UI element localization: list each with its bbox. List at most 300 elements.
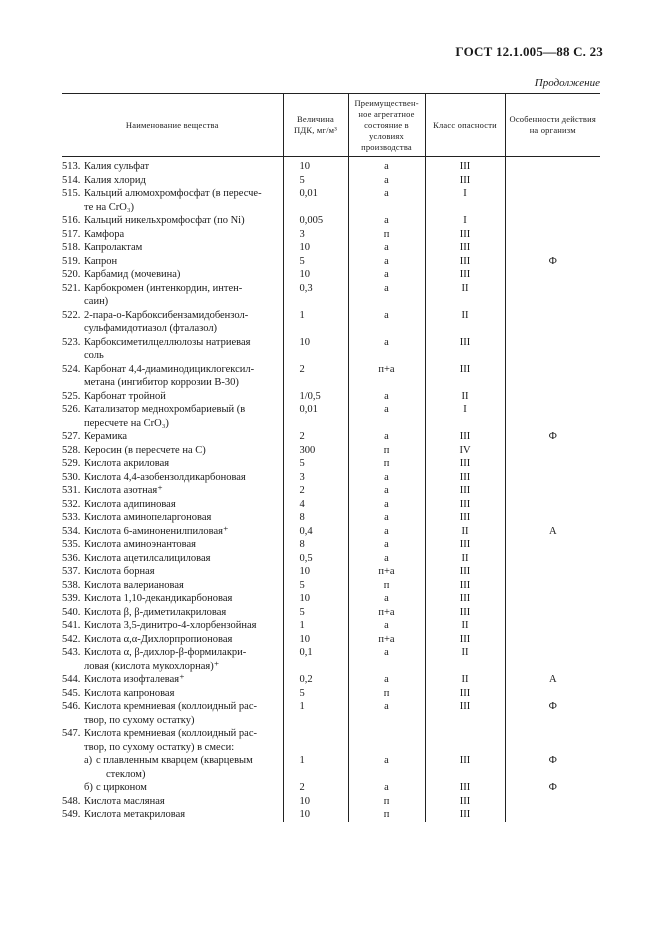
substance-name-line: Камфора — [84, 228, 125, 240]
pdk-value: 1/0,5 — [283, 390, 348, 404]
aggregate-state: а — [348, 552, 425, 566]
substance-name — [62, 403, 283, 430]
continuation-label: Продолжение — [534, 77, 600, 89]
substance-name-line: Кислота азотная⁺ — [84, 485, 163, 496]
substance-number: 535. — [62, 539, 81, 550]
substance-name — [62, 484, 283, 498]
table-row — [62, 390, 600, 404]
aggregate-state: п — [348, 228, 425, 242]
substance-number: 542. — [62, 633, 81, 645]
substance-name — [62, 700, 283, 727]
hazard-class: II — [425, 673, 505, 687]
substance-name-line: Кислота изофталевая⁺ — [84, 674, 185, 685]
action-feature — [505, 511, 600, 525]
substance-name — [62, 579, 283, 593]
pdk-value — [283, 727, 348, 754]
substance-name — [62, 471, 283, 485]
substance-name-line: Карбамид (мочевина) — [84, 269, 181, 280]
substance-name-line: Кислота аминопеларгоновая — [84, 512, 212, 523]
substance-number: 533. — [62, 512, 81, 523]
substance-name-line: Кислота 4,4-азобензолдикарбоновая — [84, 471, 246, 483]
action-feature — [505, 565, 600, 579]
table-row — [62, 228, 600, 242]
substance-number: 541. — [62, 620, 81, 631]
substance-name-line: Карбонат тройной — [84, 390, 166, 402]
aggregate-state: а — [348, 268, 425, 282]
substance-name — [62, 363, 283, 390]
substance-name — [62, 268, 283, 282]
action-feature — [505, 403, 600, 430]
substance-name-line: твор, по сухому остатку) — [84, 714, 195, 726]
substance-number: 525. — [62, 390, 81, 402]
action-feature — [505, 457, 600, 471]
column-header-pdk: Величина ПДК, мг/м³ — [283, 94, 348, 157]
hazard-class: III — [425, 228, 505, 242]
substance-name-line: ловая (кислота мукохлорная)⁺ — [84, 660, 220, 672]
action-feature: Ф — [505, 430, 600, 444]
pdk-value: 5 — [283, 457, 348, 471]
table-row — [62, 795, 600, 809]
action-feature — [505, 214, 600, 228]
substance-name — [62, 255, 283, 269]
action-feature: Ф — [505, 781, 600, 795]
substance-name — [62, 511, 283, 525]
substance-number: 514. — [62, 174, 81, 186]
substance-name — [62, 228, 283, 242]
substance-name-line: Калия сульфат — [84, 161, 150, 172]
page-title: ГОСТ 12.1.005—88 С. 23 — [455, 44, 603, 59]
table-row — [62, 471, 600, 485]
substance-number: а) — [84, 755, 93, 766]
action-feature — [505, 606, 600, 620]
table-row — [62, 363, 600, 390]
hazard-class: IV — [425, 444, 505, 458]
pdk-value: 0,01 — [283, 187, 348, 214]
substance-name-line: 2-пара-о-Карбоксибензамидобензол- — [84, 309, 249, 321]
substance-name — [62, 444, 283, 458]
substance-name — [62, 309, 283, 336]
aggregate-state: а — [348, 241, 425, 255]
table-row — [62, 498, 600, 512]
substance-name — [62, 241, 283, 255]
substance-name-line: Кислота капроновая — [84, 687, 175, 699]
substance-name-line: Калия хлорид — [84, 174, 146, 186]
substance-name-line: с цирконом — [96, 782, 147, 793]
substances-table — [62, 93, 600, 822]
pdk-value: 5 — [283, 606, 348, 620]
aggregate-state: а — [348, 673, 425, 687]
substance-number: 517. — [62, 228, 81, 240]
substance-name-line: Кислота 6-аминоненилпиловая⁺ — [84, 525, 229, 537]
hazard-class — [425, 727, 505, 754]
hazard-class: III — [425, 157, 505, 174]
column-header-state: Преимущественное агрегатное состояние в условиях производства — [348, 94, 425, 157]
action-feature — [505, 687, 600, 701]
substance-name-line: Капролактам — [84, 242, 143, 253]
table-row — [62, 309, 600, 336]
aggregate-state: а — [348, 471, 425, 485]
action-feature — [505, 174, 600, 188]
substance-name-line: Карбокромен (интенкордин, интен- — [84, 282, 243, 294]
hazard-class: III — [425, 511, 505, 525]
aggregate-state: п+а — [348, 606, 425, 620]
substance-name — [62, 565, 283, 579]
pdk-value: 0,2 — [283, 673, 348, 687]
aggregate-state: а — [348, 646, 425, 673]
action-feature — [505, 552, 600, 566]
substance-number: 523. — [62, 336, 81, 348]
action-feature — [505, 444, 600, 458]
pdk-value: 0,5 — [283, 552, 348, 566]
substance-number: 536. — [62, 552, 81, 564]
hazard-class: III — [425, 565, 505, 579]
action-feature — [505, 241, 600, 255]
hazard-class: III — [425, 174, 505, 188]
substance-number: 543. — [62, 647, 81, 658]
pdk-value: 10 — [283, 241, 348, 255]
hazard-class: III — [425, 795, 505, 809]
aggregate-state: п — [348, 808, 425, 822]
substance-name-line: Кислота борная — [84, 566, 155, 577]
pdk-value: 0,005 — [283, 214, 348, 228]
substance-name — [62, 282, 283, 309]
pdk-value: 3 — [283, 228, 348, 242]
column-header-hazard-class: Класс опасности — [425, 94, 505, 157]
substance-name-line: Кальций алюмохромфосфат (в пересче- — [84, 188, 262, 199]
aggregate-state: п — [348, 579, 425, 593]
pdk-value: 2 — [283, 484, 348, 498]
substance-name — [62, 592, 283, 606]
substance-name — [62, 552, 283, 566]
aggregate-state: п+а — [348, 565, 425, 579]
hazard-class: II — [425, 525, 505, 539]
action-feature — [505, 187, 600, 214]
pdk-value: 2 — [283, 430, 348, 444]
substance-number: 534. — [62, 525, 81, 537]
table-body — [62, 157, 600, 822]
table-row — [62, 606, 600, 620]
aggregate-state: а — [348, 390, 425, 404]
substance-name — [62, 781, 283, 795]
action-feature — [505, 646, 600, 673]
substance-number: 548. — [62, 795, 81, 807]
substance-name-line: Кислота кремниевая (коллоидный рас- — [84, 728, 257, 739]
substance-number: 539. — [62, 593, 81, 604]
action-feature — [505, 795, 600, 809]
aggregate-state: а — [348, 174, 425, 188]
substance-name-line: с плавленным кварцем (кварцевым — [96, 755, 253, 766]
action-feature — [505, 808, 600, 822]
substance-number: 530. — [62, 471, 81, 483]
table-row — [62, 727, 600, 754]
hazard-class: III — [425, 579, 505, 593]
action-feature — [505, 484, 600, 498]
table-row — [62, 646, 600, 673]
substance-name-line: Кальций никельхромфосфат (по Ni) — [84, 215, 245, 226]
hazard-class: III — [425, 498, 505, 512]
substance-name-line: Керамика — [84, 431, 128, 442]
table-row — [62, 619, 600, 633]
action-feature — [505, 727, 600, 754]
aggregate-state: п — [348, 457, 425, 471]
substance-name — [62, 687, 283, 701]
substance-name — [62, 214, 283, 228]
substance-number: 547. — [62, 728, 81, 739]
table-row — [62, 592, 600, 606]
hazard-class: III — [425, 255, 505, 269]
substance-number: 519. — [62, 255, 81, 267]
substance-name — [62, 808, 283, 822]
substance-name — [62, 174, 283, 188]
pdk-value: 10 — [283, 565, 348, 579]
column-header-name: Наименование вещества — [62, 94, 283, 157]
substance-name — [62, 457, 283, 471]
aggregate-state: а — [348, 525, 425, 539]
hazard-class: III — [425, 606, 505, 620]
substance-name-line: Кислота α, β-дихлор-β-формилакри- — [84, 647, 247, 658]
hazard-class: III — [425, 336, 505, 363]
substance-name — [62, 673, 283, 687]
action-feature — [505, 228, 600, 242]
substance-name — [62, 538, 283, 552]
substance-number: 537. — [62, 566, 81, 577]
table-row — [62, 565, 600, 579]
hazard-class: II — [425, 552, 505, 566]
table-row — [62, 579, 600, 593]
table-row — [62, 282, 600, 309]
table-row — [62, 336, 600, 363]
pdk-value: 5 — [283, 174, 348, 188]
action-feature: Ф — [505, 700, 600, 727]
column-header-feature: Особенности действия на организм — [505, 94, 600, 157]
aggregate-state: а — [348, 403, 425, 430]
substance-number: 538. — [62, 579, 81, 591]
substance-number: 524. — [62, 363, 81, 375]
substance-number: 522. — [62, 309, 81, 321]
table-row — [62, 430, 600, 444]
pdk-value: 10 — [283, 633, 348, 647]
substance-name-line: пересчете на CrO₃) — [84, 417, 169, 429]
pdk-value: 2 — [283, 781, 348, 795]
substance-name — [62, 157, 283, 174]
hazard-class: II — [425, 646, 505, 673]
table-row — [62, 457, 600, 471]
substance-number: 513. — [62, 161, 81, 172]
action-feature — [505, 390, 600, 404]
substance-name-line: Кислота масляная — [84, 795, 165, 807]
hazard-class: I — [425, 187, 505, 214]
pdk-value: 0,4 — [283, 525, 348, 539]
substance-name — [62, 336, 283, 363]
hazard-class: III — [425, 687, 505, 701]
pdk-value: 5 — [283, 687, 348, 701]
substance-name — [62, 606, 283, 620]
pdk-value: 300 — [283, 444, 348, 458]
hazard-class: II — [425, 309, 505, 336]
action-feature — [505, 619, 600, 633]
table-row — [62, 781, 600, 795]
table-row — [62, 484, 600, 498]
substance-number: 545. — [62, 687, 81, 699]
action-feature: А — [505, 525, 600, 539]
pdk-value: 10 — [283, 592, 348, 606]
aggregate-state: а — [348, 157, 425, 174]
action-feature — [505, 282, 600, 309]
action-feature — [505, 579, 600, 593]
substance-name-line: Кислота валериановая — [84, 579, 184, 591]
substance-name-line: Карбоксиметилцеллюлозы натриевая — [84, 336, 251, 348]
table-row — [62, 700, 600, 727]
substance-number: б) — [84, 782, 93, 793]
hazard-class: III — [425, 781, 505, 795]
hazard-class: III — [425, 538, 505, 552]
table-row — [62, 214, 600, 228]
action-feature — [505, 471, 600, 485]
aggregate-state: а — [348, 781, 425, 795]
substance-name-line: Кислота α,α-Дихлорпропионовая — [84, 633, 233, 645]
table-row — [62, 511, 600, 525]
hazard-class: II — [425, 619, 505, 633]
substance-number: 527. — [62, 431, 81, 442]
action-feature — [505, 633, 600, 647]
aggregate-state: п — [348, 444, 425, 458]
substance-name-line: метана (ингибитор коррозии В-30) — [84, 377, 239, 388]
hazard-class: I — [425, 403, 505, 430]
substance-number: 549. — [62, 809, 81, 820]
hazard-class: III — [425, 700, 505, 727]
aggregate-state: а — [348, 187, 425, 214]
substance-number: 546. — [62, 701, 81, 712]
substance-name — [62, 754, 283, 781]
substance-name-line: Кислота 3,5-динитро-4-хлорбензойная — [84, 620, 257, 631]
table-row — [62, 187, 600, 214]
pdk-value: 1 — [283, 754, 348, 781]
table-row — [62, 174, 600, 188]
action-feature — [505, 592, 600, 606]
table-row — [62, 538, 600, 552]
hazard-class: III — [425, 754, 505, 781]
aggregate-state: а — [348, 484, 425, 498]
hazard-class: III — [425, 484, 505, 498]
table-row — [62, 808, 600, 822]
substance-name-line: Кислота кремниевая (коллоидный рас- — [84, 701, 257, 712]
pdk-value: 1 — [283, 309, 348, 336]
aggregate-state: п+а — [348, 363, 425, 390]
hazard-class: III — [425, 430, 505, 444]
hazard-class: III — [425, 363, 505, 390]
substance-number: 544. — [62, 674, 81, 685]
hazard-class: II — [425, 390, 505, 404]
aggregate-state: а — [348, 538, 425, 552]
substance-number: 526. — [62, 404, 81, 415]
table-row — [62, 157, 600, 174]
pdk-value: 8 — [283, 511, 348, 525]
aggregate-state: а — [348, 336, 425, 363]
hazard-class: III — [425, 457, 505, 471]
pdk-value: 10 — [283, 808, 348, 822]
substance-name-line: соль — [84, 350, 104, 361]
aggregate-state: а — [348, 255, 425, 269]
table-row — [62, 754, 600, 781]
table-row — [62, 255, 600, 269]
aggregate-state: п+а — [348, 633, 425, 647]
substance-name — [62, 430, 283, 444]
substance-number: 515. — [62, 188, 81, 199]
action-feature: Ф — [505, 754, 600, 781]
substance-name — [62, 390, 283, 404]
substance-name — [62, 727, 283, 754]
substance-name-line: сульфамидотиазол (фталазол) — [84, 323, 218, 334]
substance-name-line: Керосин (в пересчете на С) — [84, 444, 206, 456]
substance-number: 531. — [62, 485, 81, 496]
action-feature: Ф — [505, 255, 600, 269]
pdk-value: 0,01 — [283, 403, 348, 430]
substance-number: 529. — [62, 458, 81, 469]
substance-name-line: Кислота метакриловая — [84, 809, 186, 820]
pdk-value: 0,1 — [283, 646, 348, 673]
pdk-value: 1 — [283, 700, 348, 727]
aggregate-state: а — [348, 309, 425, 336]
substance-name-line: твор, по сухому остатку) в смеси: — [84, 741, 235, 753]
substance-name-line: Кислота аминоэнантовая — [84, 539, 196, 550]
aggregate-state: а — [348, 511, 425, 525]
action-feature — [505, 157, 600, 174]
action-feature — [505, 309, 600, 336]
pdk-value: 3 — [283, 471, 348, 485]
hazard-class: III — [425, 808, 505, 822]
pdk-value: 1 — [283, 619, 348, 633]
table-row — [62, 552, 600, 566]
pdk-value: 10 — [283, 336, 348, 363]
substance-number: 532. — [62, 498, 81, 510]
substance-name — [62, 525, 283, 539]
substance-name-line: Кислота β, β-диметилакриловая — [84, 606, 227, 618]
substance-name-line: Кислота адипиновая — [84, 498, 176, 510]
substance-name-line: Катализатор меднохромбариевый (в — [84, 404, 246, 415]
substance-name-line: те на CrO₃) — [84, 201, 135, 213]
pdk-value: 2 — [283, 363, 348, 390]
pdk-value: 4 — [283, 498, 348, 512]
table-row — [62, 673, 600, 687]
aggregate-state: а — [348, 754, 425, 781]
substance-name — [62, 619, 283, 633]
substance-name-line: Капрон — [84, 255, 118, 267]
substance-name-line: Кислота 1,10-декандикарбоновая — [84, 593, 233, 604]
substance-number: 516. — [62, 215, 81, 226]
pdk-value: 10 — [283, 157, 348, 174]
table-header — [62, 94, 600, 157]
action-feature: А — [505, 673, 600, 687]
aggregate-state: а — [348, 430, 425, 444]
substance-name — [62, 498, 283, 512]
pdk-value: 5 — [283, 579, 348, 593]
substance-name — [62, 795, 283, 809]
substance-number: 540. — [62, 606, 81, 618]
hazard-class: III — [425, 592, 505, 606]
pdk-value: 8 — [283, 538, 348, 552]
hazard-class: III — [425, 241, 505, 255]
aggregate-state — [348, 727, 425, 754]
table-row — [62, 633, 600, 647]
table-row — [62, 444, 600, 458]
hazard-class: I — [425, 214, 505, 228]
pdk-value: 10 — [283, 268, 348, 282]
aggregate-state: а — [348, 700, 425, 727]
aggregate-state: а — [348, 282, 425, 309]
action-feature — [505, 336, 600, 363]
aggregate-state: а — [348, 214, 425, 228]
action-feature — [505, 498, 600, 512]
